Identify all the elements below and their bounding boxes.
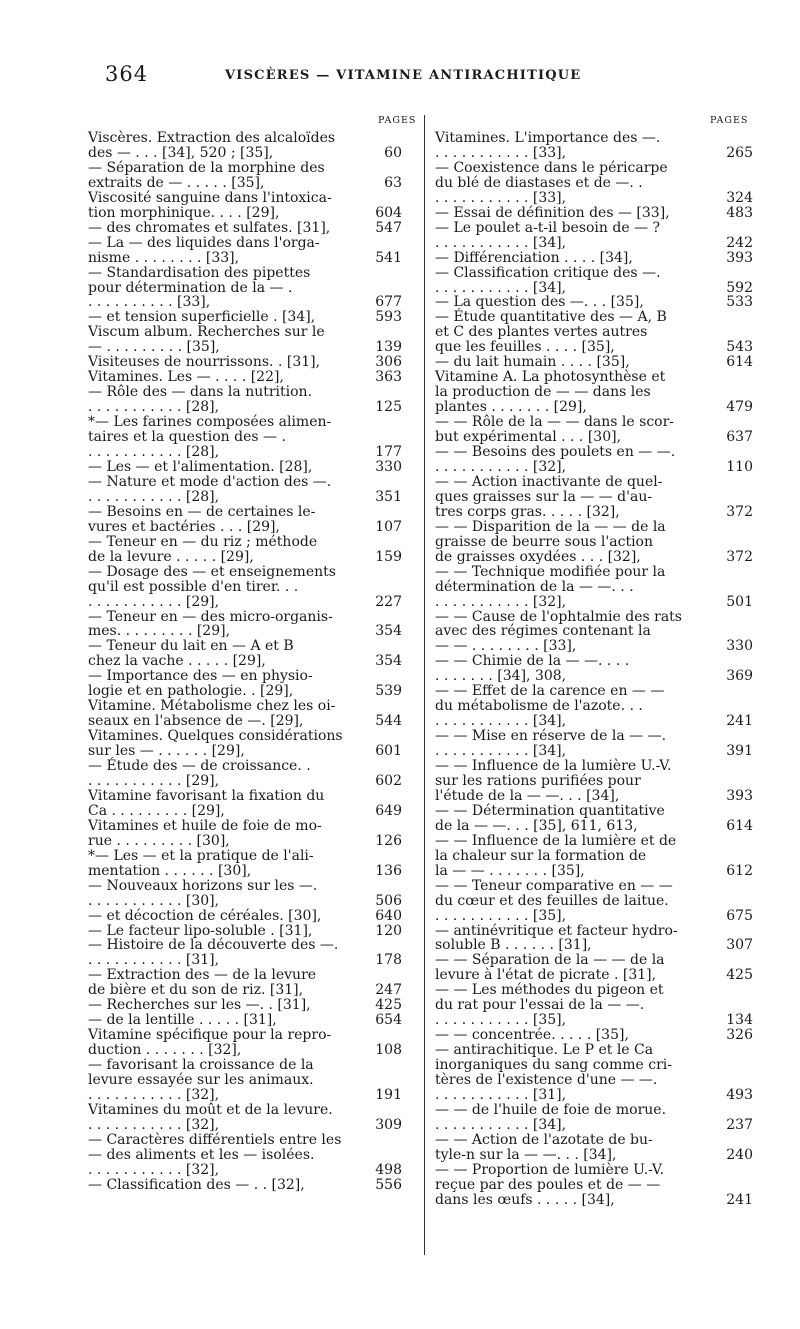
- index-entry: [88, 370, 418, 385]
- index-entry-page: 60: [384, 144, 402, 161]
- index-entry-page: 247: [375, 982, 402, 999]
- index-entry: [435, 370, 765, 415]
- index-entry: [88, 610, 418, 640]
- index-entry-page: 547: [375, 219, 402, 236]
- index-entry-text: Vitamine A. La photosynthèse et la production de — — dans les plantes . . . . . . . [29],: [435, 369, 666, 416]
- index-entry-page: 159: [375, 548, 402, 565]
- index-entry-text: — Caractères différentiels entre les — des aliments et les — isolées. . . . . . . . . . . . [32],: [88, 1131, 342, 1178]
- index-entry-text: Viscum album. Recherches sur le — . . . . . . . . . [35],: [88, 324, 325, 356]
- index-entry-text: — — Influence de la lumière U.-V. sur les rations purifiées pour l'étude de la — —. . . [34],: [435, 758, 672, 804]
- index-entry-text: Vitamines du moût et de la levure. . . . . . . . . . . . [32],: [88, 1101, 333, 1133]
- index-entry-page: 593: [375, 309, 402, 326]
- index-entry-text: Vitamines. L'importance des —. . . . . . . . . . . . [33],: [435, 130, 661, 161]
- index-entry-text: — Besoins en — de certaines le- vures et bactéries . . . [29],: [88, 503, 316, 535]
- index-entry-text: — Extraction des — de la levure de bière et du son de riz. [31],: [88, 967, 317, 999]
- index-entry-text: — Étude quantitative des — A, B et C des plantes vertes autres que les feuilles . . . . [35],: [435, 309, 667, 356]
- index-entry: [435, 266, 765, 296]
- index-entry-text: — Essai de définition des — [33],: [435, 204, 670, 221]
- index-entry-text: Vitamines. Quelques considérations sur les — . . . . . . [29],: [88, 728, 343, 760]
- index-entry-text: — Nouveaux horizons sur les —. . . . . . . . . . . . [30],: [88, 877, 318, 909]
- index-entry-text: — Nature et mode d'action des —. . . . . . . . . . . . [28],: [88, 473, 332, 505]
- index-entry: [88, 789, 418, 819]
- index-entry-text: — Rôle des — dans la nutrition. . . . . . . . . . . . [28],: [88, 384, 313, 416]
- index-entry-page: 541: [375, 249, 402, 266]
- index-entry-page: 372: [726, 503, 753, 520]
- index-entry: [435, 1163, 765, 1208]
- index-entry-page: 479: [726, 399, 753, 416]
- index-entry: [88, 639, 418, 669]
- index-entry-page: 539: [375, 683, 402, 700]
- index-entry: [88, 669, 418, 699]
- index-entry: [88, 849, 418, 879]
- index-entry: [435, 1028, 765, 1043]
- index-entry: [88, 325, 418, 355]
- index-entry: [435, 565, 765, 610]
- index-entry-page: 120: [375, 922, 402, 939]
- index-entry: [88, 879, 418, 909]
- index-entry-text: — Classification des — . . [32],: [88, 1176, 305, 1193]
- index-entry: [88, 221, 418, 236]
- index-entry-page: 649: [375, 802, 402, 819]
- index-entry-page: 493: [726, 1087, 753, 1103]
- index-entry: [435, 1103, 765, 1133]
- index-entry: [88, 565, 418, 610]
- index-entry-text: — — Chimie de la — —. . . . . . . . . . . [34], 308,: [435, 653, 630, 685]
- index-entry-text: — Le poulet a-t-il besoin de — ? . . . . . . . . . . . [34],: [435, 219, 661, 251]
- index-entry-page: 330: [375, 458, 402, 475]
- index-entry-text: — — Effet de la carence en — — du métabolisme de l'azote. . . . . . . . . . . . . . [34],: [435, 683, 665, 730]
- index-entry-text: — Différenciation . . . . [34],: [435, 249, 633, 266]
- index-entry: [435, 221, 765, 251]
- index-entry-page: 125: [375, 399, 402, 416]
- index-entry-text: — — Les méthodes du pigeon et du rat pour l'essai de la — —. . . . . . . . . . . . [35],: [435, 982, 664, 1029]
- running-title: VISCÈRES — VITAMINE ANTIRACHITIQUE: [225, 68, 582, 83]
- index-entry-text: — — Rôle de la — — dans le scor- but expérimental . . . [30],: [435, 414, 675, 446]
- index-entry-text: — — Influence de la lumière et de la chaleur sur la formation de la — — . . . . . . . [35],: [435, 832, 677, 879]
- index-entry-text: — — Disparition de la — — de la graisse de beurre sous l'action de graisses oxydées . . . [32],: [435, 518, 666, 565]
- index-entry-page: 372: [726, 548, 753, 565]
- index-entry-page: 227: [375, 593, 402, 610]
- index-entry: [435, 206, 765, 221]
- index-entry-text: — Teneur en — du riz ; méthode de la levure . . . . . [29],: [88, 533, 318, 565]
- index-entry-text: — et décoction de céréales. [30],: [88, 907, 322, 924]
- index-entry-text: Viscères. Extraction des alcaloïdes des — . . . [34], 520 ; [35],: [88, 130, 336, 161]
- index-entry-text: *— Les farines composées alimen- taires et la question des — . . . . . . . . . . . . [28],: [88, 414, 332, 461]
- index-entry: [435, 415, 765, 445]
- index-entry: [435, 729, 765, 759]
- index-entry: [88, 191, 418, 221]
- index-entry-page: 592: [726, 279, 753, 296]
- index-entry: [435, 834, 765, 879]
- index-entry-text: Viscosité sanguine dans l'intoxica- tion morphinique. . . . [29],: [88, 189, 332, 221]
- index-entry-page: 307: [726, 937, 753, 954]
- index-entry: [88, 1133, 418, 1178]
- index-entry-text: Visiteuses de nourrissons. . [31],: [88, 354, 321, 371]
- index-entry: [435, 310, 765, 355]
- index-entry-text: — — Proportion de lumière U.-V. reçue par des poules et de — — dans les œufs . . . . . [34],: [435, 1161, 664, 1208]
- index-entry: [435, 475, 765, 520]
- index-entry: [88, 1058, 418, 1103]
- index-entry-text: — antirachitique. Le P et le Ca inorganiques du sang comme cri- tères de l'existence d'une — —. . . . . . . . . . . . [31],: [435, 1042, 673, 1103]
- index-entry: [88, 819, 418, 849]
- index-entry-page: 177: [375, 444, 402, 461]
- index-entry-page: 501: [726, 593, 753, 610]
- index-entry-page: 640: [375, 907, 402, 924]
- index-entry-text: — Standardisation des pipettes pour détermination de la — . . . . . . . . . . . [33],: [88, 264, 311, 311]
- index-entry-page: 425: [375, 997, 402, 1014]
- index-entry-page: 556: [375, 1176, 402, 1193]
- index-entry-page: 241: [726, 1191, 753, 1208]
- page-number: 364: [105, 62, 149, 86]
- index-entry-page: 324: [726, 189, 753, 206]
- index-entry-page: 393: [726, 787, 753, 804]
- index-entry-page: 654: [375, 1012, 402, 1029]
- index-entry-page: 506: [375, 892, 402, 909]
- index-entry: [88, 475, 418, 505]
- index-entry-page: 675: [726, 907, 753, 924]
- index-entry: [435, 445, 765, 475]
- index-entry-page: 108: [375, 1042, 402, 1059]
- running-header: [105, 62, 745, 92]
- index-entry-text: Vitamines. Les — . . . . [22],: [88, 369, 284, 386]
- index-entry-text: — — Séparation de la — — de la levure à l'état de picrate . [31],: [435, 952, 665, 984]
- index-entry: [435, 161, 765, 206]
- index-entry-page: 63: [384, 174, 402, 191]
- index-entry-text: — Coexistence dans le péricarpe du blé de diastases et de —. . . . . . . . . . . . . [33],: [435, 159, 668, 206]
- index-entry: [88, 355, 418, 370]
- index-entry-text: — — concentrée. . . . . [35],: [435, 1027, 629, 1044]
- index-entry-page: 107: [375, 518, 402, 535]
- index-entry-text: — La question des —. . . [35],: [435, 294, 644, 311]
- index-entry-page: 677: [375, 294, 402, 311]
- index-entry-page: 369: [726, 668, 753, 685]
- index-entry: [88, 1103, 418, 1133]
- index-entry-text: — antinévritique et facteur hydro- soluble B . . . . . . [31],: [435, 922, 678, 954]
- index-entry: [435, 924, 765, 954]
- index-entry-page: 265: [726, 144, 753, 161]
- index-entry: [435, 759, 765, 804]
- index-entry-page: 330: [726, 638, 753, 655]
- index-entry-page: 178: [375, 952, 402, 969]
- index-entry: [435, 804, 765, 834]
- index-entry-page: 601: [375, 743, 402, 760]
- index-entry-text: — Teneur en — des micro-organis- mes. . . . . . . . . [29],: [88, 608, 333, 640]
- index-entry-page: 543: [726, 339, 753, 356]
- index-entry: [435, 1133, 765, 1163]
- index-entry-text: — Séparation de la morphine des extraits de — . . . . . [35],: [88, 159, 325, 191]
- pages-label-left: PAGES: [378, 115, 417, 126]
- index-entry-text: — Importance des — en physio- logie et en pathologie. . [29],: [88, 668, 313, 700]
- index-entry-page: 614: [726, 354, 753, 371]
- index-entry-text: — et tension superficielle . [34],: [88, 309, 316, 326]
- index-entry-page: 134: [726, 1012, 753, 1029]
- index-entry: [88, 131, 418, 161]
- index-entry-text: — — Besoins des poulets en — —. . . . . . . . . . . . [32],: [435, 444, 676, 475]
- index-entry-text: — Histoire de la découverte des —. . . . . . . . . . . . [31],: [88, 937, 339, 969]
- index-entry-text: — — Détermination quantitative de la — —. . . [35], 611, 613,: [435, 802, 665, 834]
- index-entry-page: 391: [726, 743, 753, 760]
- index-entry-text: — du lait humain . . . . [35],: [435, 354, 630, 371]
- index-entry: [88, 1028, 418, 1058]
- index-entry-page: 425: [726, 967, 753, 984]
- index-entry-text: — La — des liquides dans l'orga- nisme . . . . . . . . [33],: [88, 234, 320, 266]
- index-entry: [435, 953, 765, 983]
- index-entry-text: — — de l'huile de foie de morue. . . . . . . . . . . . [34],: [435, 1101, 667, 1133]
- index-entry: [435, 251, 765, 266]
- index-entry-page: 604: [375, 204, 402, 221]
- index-entry-page: 326: [726, 1027, 753, 1044]
- index-entry: [435, 355, 765, 370]
- index-entry: [88, 385, 418, 415]
- index-entry-text: *— Les — et la pratique de l'ali- mentation . . . . . . [30],: [88, 847, 314, 879]
- index-entry-page: 393: [726, 249, 753, 266]
- index-entry: [435, 610, 765, 655]
- index-entry-text: — — Teneur comparative en — — du cœur et des feuilles de laitue. . . . . . . . . . . . [35],: [435, 877, 673, 924]
- index-entry-text: — Les — et l'alimentation. [28],: [88, 458, 313, 475]
- index-entry: [88, 938, 418, 968]
- index-entry: [88, 460, 418, 475]
- index-entry-text: — — Action de l'azotate de bu- tyle-n sur la — —. . . [34],: [435, 1131, 653, 1163]
- index-entry-page: 498: [375, 1161, 402, 1178]
- index-entry: [435, 520, 765, 565]
- index-entry-page: 351: [375, 488, 402, 505]
- index-entry-page: 612: [726, 862, 753, 879]
- index-entry: [88, 535, 418, 565]
- index-entry-page: 483: [726, 204, 753, 221]
- index-entry: [88, 998, 418, 1013]
- index-entry-page: 241: [726, 713, 753, 730]
- index-entry: [435, 983, 765, 1028]
- index-entry: [88, 505, 418, 535]
- index-entry: [88, 236, 418, 266]
- index-entry-page: 139: [375, 339, 402, 356]
- index-entry: [435, 684, 765, 729]
- index-column-right: [435, 131, 765, 1208]
- index-entry-text: — de la lentille . . . . . [31],: [88, 1012, 277, 1029]
- index-entry-page: 354: [375, 653, 402, 670]
- index-entry-text: — Le facteur lipo-soluble . [31],: [88, 922, 313, 939]
- index-entry-text: Vitamines et huile de foie de mo- rue . . . . . . . . . [30],: [88, 817, 322, 849]
- pages-label-right: PAGES: [710, 115, 749, 126]
- index-entry-page: 637: [726, 429, 753, 446]
- index-entry-page: 237: [726, 1116, 753, 1133]
- index-entry-text: — favorisant la croissance de la levure essayée sur les animaux. . . . . . . . . . . . [32],: [88, 1057, 314, 1103]
- index-entry-page: 544: [375, 713, 402, 730]
- index-entry: [435, 1043, 765, 1103]
- index-entry: [88, 266, 418, 311]
- index-entry-text: — Dosage des — et enseignements qu'il est possible d'en tirer. . . . . . . . . . . . . . [29],: [88, 563, 336, 610]
- index-entry: [435, 131, 765, 161]
- index-entry-page: 602: [375, 772, 402, 789]
- index-entry-page: 614: [726, 817, 753, 834]
- index-entry-page: 306: [375, 354, 402, 371]
- index-entry-page: 363: [375, 369, 402, 386]
- index-entry-page: 309: [375, 1116, 402, 1133]
- index-entry: [88, 759, 418, 789]
- index-entry-page: 191: [375, 1087, 402, 1103]
- index-entry: [88, 924, 418, 939]
- index-entry-text: — — Cause de l'ophtalmie des rats avec des régimes contenant la — — . . . . . . . . [33],: [435, 608, 682, 655]
- index-entry-text: — Teneur du lait en — A et B chez la vache . . . . . [29],: [88, 638, 294, 670]
- index-entry-text: Vitamine. Métabolisme chez les oi- seaux en l'absence de —. [29],: [88, 698, 336, 730]
- index-entry-text: — Étude des — de croissance. . . . . . . . . . . . . [29],: [88, 758, 311, 789]
- index-entry-page: 242: [726, 234, 753, 251]
- index-entry: [435, 879, 765, 924]
- index-entry: [88, 310, 418, 325]
- index-entry: [88, 968, 418, 998]
- index-entry-page: 354: [375, 623, 402, 640]
- index-entry-text: Vitamine spécifique pour la repro- duction . . . . . . . [32],: [88, 1027, 332, 1059]
- index-entry: [88, 1178, 418, 1193]
- index-entry-text: — Classification critique des —. . . . . . . . . . . . [34],: [435, 264, 661, 296]
- index-entry: [88, 729, 418, 759]
- index-entry-page: 110: [726, 458, 753, 475]
- index-entry-page: 533: [726, 294, 753, 311]
- index-entry-text: — Recherches sur les —. . [31],: [88, 997, 311, 1014]
- index-column-left: [88, 131, 418, 1193]
- index-entry-text: Vitamine favorisant la fixation du Ca . . . . . . . . . [29],: [88, 787, 325, 819]
- index-entry-page: 126: [375, 832, 402, 849]
- index-entry-text: — des chromates et sulfates. [31],: [88, 219, 331, 236]
- index-entry: [435, 654, 765, 684]
- index-entry: [88, 1013, 418, 1028]
- index-entry: [88, 415, 418, 460]
- index-entry-text: — — Mise en réserve de la — —. . . . . . . . . . . . [34],: [435, 728, 667, 760]
- index-entry: [88, 909, 418, 924]
- column-divider: [424, 115, 425, 1255]
- index-entry: [88, 161, 418, 191]
- index-entry-page: 136: [375, 862, 402, 879]
- index-entry: [88, 699, 418, 729]
- index-entry-page: 240: [726, 1146, 753, 1163]
- index-entry-text: — — Technique modifiée pour la détermination de la — —. . . . . . . . . . . . . . [32],: [435, 563, 666, 610]
- index-entry-text: — — Action inactivante de quel- ques graisses sur la — — d'au- tres corps gras. . . . . [32],: [435, 473, 663, 520]
